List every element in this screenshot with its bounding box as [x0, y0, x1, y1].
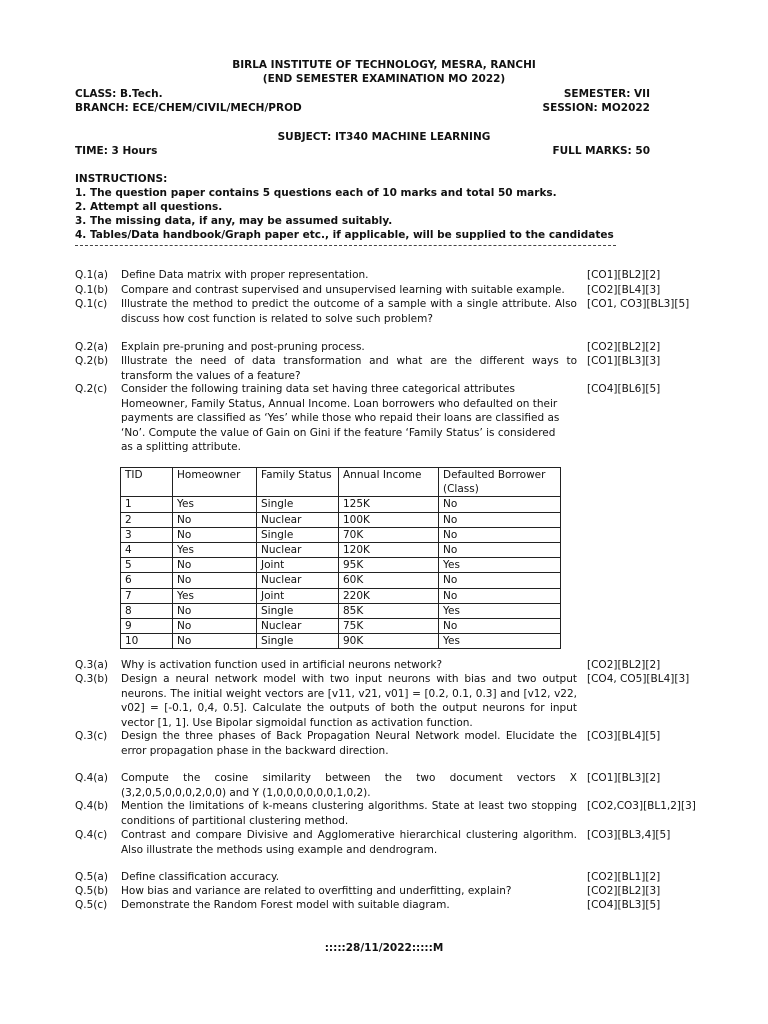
- question-number: Q.4(a): [75, 772, 108, 784]
- question-number: Q.1(b): [75, 284, 109, 296]
- table-cell: Yes: [173, 588, 257, 603]
- session-label: SESSION: MO2022: [542, 102, 650, 114]
- table-row: [121, 512, 561, 527]
- question-text: Demonstrate the Random Forest model with suitable diagram.: [121, 899, 450, 911]
- footer-date: :::::28/11/2022:::::M: [324, 942, 444, 954]
- table-cell: 8: [121, 603, 173, 618]
- table-cell: No: [439, 527, 561, 542]
- table-row: [121, 588, 561, 603]
- table-cell: 2: [121, 512, 173, 527]
- table-cell: 1: [121, 497, 173, 512]
- question-number: Q.3(c): [75, 730, 108, 742]
- table-header-cell: Annual Income: [339, 468, 439, 497]
- table-header-cell: Defaulted Borrower (Class): [439, 468, 561, 497]
- table-cell: No: [439, 543, 561, 558]
- table-cell: No: [173, 527, 257, 542]
- table-cell: Nuclear: [257, 512, 339, 527]
- table-cell: No: [173, 512, 257, 527]
- question-number: Q.5(a): [75, 871, 108, 883]
- table-cell: Yes: [439, 634, 561, 649]
- table-cell: Yes: [439, 558, 561, 573]
- table-row: [121, 497, 561, 512]
- table-cell: No: [173, 558, 257, 573]
- table-cell: No: [173, 619, 257, 634]
- question-code: [CO2][BL2][2]: [587, 659, 661, 671]
- table-cell: 5: [121, 558, 173, 573]
- question-number: Q.1(c): [75, 298, 108, 310]
- question-code: [CO1, CO3][BL3][5]: [587, 298, 690, 310]
- question-text: Contrast and compare Divisive and Agglomerative hierarchical clustering algorithm. Also illustrate the methods using example and dendrogram.: [121, 829, 577, 856]
- table-cell: 125K: [339, 497, 439, 512]
- question-text: Compare and contrast supervised and unsupervised learning with suitable example.: [121, 284, 565, 296]
- table-cell: 3: [121, 527, 173, 542]
- branch-label: BRANCH: ECE/CHEM/CIVIL/MECH/PROD: [75, 102, 302, 114]
- table-cell: 9: [121, 619, 173, 634]
- question-text: Define Data matrix with proper representation.: [121, 269, 369, 281]
- table-cell: 85K: [339, 603, 439, 618]
- question-code: [CO2,CO3][BL1,2][3]: [587, 800, 696, 812]
- table-row: [121, 634, 561, 649]
- instruction-item: 2. Attempt all questions.: [75, 201, 223, 213]
- question-number: Q.4(b): [75, 800, 109, 812]
- subject-label: SUBJECT: IT340 MACHINE LEARNING: [277, 131, 491, 143]
- question-text: Mention the limitations of k-means clustering algorithms. State at least two stopping conditions of partitional clustering method.: [121, 800, 577, 827]
- table-row: [121, 558, 561, 573]
- question-code: [CO1][BL3][3]: [587, 355, 661, 367]
- instruction-item: 4. Tables/Data handbook/Graph paper etc., if applicable, will be supplied to the candidates: [75, 229, 614, 241]
- table-header-cell: Family Status: [257, 468, 339, 497]
- question-code: [CO3][BL3,4][5]: [587, 829, 671, 841]
- question-code: [CO1][BL2][2]: [587, 269, 661, 281]
- table-cell: 95K: [339, 558, 439, 573]
- table-cell: Single: [257, 603, 339, 618]
- class-label: CLASS: B.Tech.: [75, 88, 163, 100]
- table-cell: Single: [257, 527, 339, 542]
- question-code: [CO4][BL6][5]: [587, 383, 661, 395]
- table-row: [121, 603, 561, 618]
- table-cell: 70K: [339, 527, 439, 542]
- table-cell: Joint: [257, 558, 339, 573]
- institute-name: BIRLA INSTITUTE OF TECHNOLOGY, MESRA, RANCHI: [232, 59, 536, 71]
- table-cell: Yes: [173, 543, 257, 558]
- training-data-table: [120, 467, 561, 649]
- table-cell: No: [439, 573, 561, 588]
- question-text: Explain pre-pruning and post-pruning process.: [121, 341, 365, 353]
- question-number: Q.1(a): [75, 269, 108, 281]
- table-cell: No: [439, 619, 561, 634]
- instructions-title: INSTRUCTIONS:: [75, 173, 168, 185]
- table-cell: Single: [257, 634, 339, 649]
- question-number: Q.4(c): [75, 829, 108, 841]
- question-text: Define classification accuracy.: [121, 871, 280, 883]
- question-code: [CO2][BL2][3]: [587, 885, 661, 897]
- question-number: Q.3(b): [75, 673, 109, 685]
- table-cell: Nuclear: [257, 573, 339, 588]
- table-cell: 6: [121, 573, 173, 588]
- table-cell: No: [439, 512, 561, 527]
- semester-label: SEMESTER: VII: [563, 88, 650, 100]
- question-code: [CO2][BL2][2]: [587, 341, 661, 353]
- table-cell: 60K: [339, 573, 439, 588]
- question-code: [CO2][BL4][3]: [587, 284, 661, 296]
- question-text: Design a neural network model with two input neurons with bias and two output neurons. The initial weight vectors are [v11, v21, v01] = [0.2, 0.1, 0.3] and [v12, v22, v02] = [-0.1, 0,4, 0.5]. Calculate the outputs of both the output neurons for input vector [1, 1]. Use Bipolar sigmoidal function as activation function.: [121, 673, 577, 729]
- exam-title: (END SEMESTER EXAMINATION MO 2022): [262, 73, 506, 85]
- table-cell: Single: [257, 497, 339, 512]
- table-cell: 7: [121, 588, 173, 603]
- time-label: TIME: 3 Hours: [75, 145, 158, 157]
- question-code: [CO2][BL1][2]: [587, 871, 661, 883]
- question-code: [CO4, CO5][BL4][3]: [587, 673, 690, 685]
- table-cell: 90K: [339, 634, 439, 649]
- table-row: [121, 619, 561, 634]
- table-row: [121, 543, 561, 558]
- table-cell: 4: [121, 543, 173, 558]
- table-cell: No: [173, 634, 257, 649]
- question-number: Q.2(c): [75, 383, 108, 395]
- table-cell: Yes: [173, 497, 257, 512]
- instruction-item: 1. The question paper contains 5 questions each of 10 marks and total 50 marks.: [75, 187, 557, 199]
- table-cell: No: [439, 588, 561, 603]
- instruction-item: 3. The missing data, if any, may be assumed suitably.: [75, 215, 393, 227]
- question-number: Q.2(a): [75, 341, 108, 353]
- question-code: [CO1][BL3][2]: [587, 772, 661, 784]
- question-text: Why is activation function used in artificial neurons network?: [121, 659, 443, 671]
- separator-line: [75, 245, 616, 246]
- table-cell: Yes: [439, 603, 561, 618]
- question-text: How bias and variance are related to overfitting and underfitting, explain?: [121, 885, 512, 897]
- table-cell: No: [173, 573, 257, 588]
- table-row: [121, 527, 561, 542]
- question-text: Consider the following training data set having three categorical attributes Homeowner, Family Status, Annual Income. Loan borrowers who defaulted on their payments are classified as ‘Yes’ while those who repaid their loans are classified as ‘No’. Compute the value of Gain on Gini if the feature ‘Family Status’ is considered as a splitting attribute.: [121, 383, 560, 453]
- question-code: [CO3][BL4][5]: [587, 730, 661, 742]
- table-cell: No: [439, 497, 561, 512]
- table-cell: 120K: [339, 543, 439, 558]
- table-header-row: [121, 468, 561, 497]
- question-text: Illustrate the need of data transformation and what are the different ways to transform the values of a feature?: [121, 355, 577, 382]
- table-row: [121, 573, 561, 588]
- table-header-cell: TID: [121, 468, 173, 497]
- table-cell: 220K: [339, 588, 439, 603]
- table-cell: Nuclear: [257, 543, 339, 558]
- question-code: [CO4][BL3][5]: [587, 899, 661, 911]
- table-cell: Joint: [257, 588, 339, 603]
- table-cell: No: [173, 603, 257, 618]
- question-text: Illustrate the method to predict the outcome of a sample with a single attribute. Also discuss how cost function is related to solve such problem?: [121, 298, 577, 325]
- question-number: Q.2(b): [75, 355, 109, 367]
- table-cell: Nuclear: [257, 619, 339, 634]
- question-number: Q.5(c): [75, 899, 108, 911]
- question-text: Design the three phases of Back Propagation Neural Network model. Elucidate the error propagation phase in the backward direction.: [121, 730, 577, 757]
- table-cell: 75K: [339, 619, 439, 634]
- table-cell: 10: [121, 634, 173, 649]
- full-marks-label: FULL MARKS: 50: [552, 145, 650, 157]
- table-header-cell: Homeowner: [173, 468, 257, 497]
- question-number: Q.3(a): [75, 659, 108, 671]
- question-number: Q.5(b): [75, 885, 109, 897]
- table-cell: 100K: [339, 512, 439, 527]
- question-text: Compute the cosine similarity between the two document vectors X (3,2,0,5,0,0,0,2,0,0) and Y (1,0,0,0,0,0,0,1,0,2).: [121, 772, 577, 799]
